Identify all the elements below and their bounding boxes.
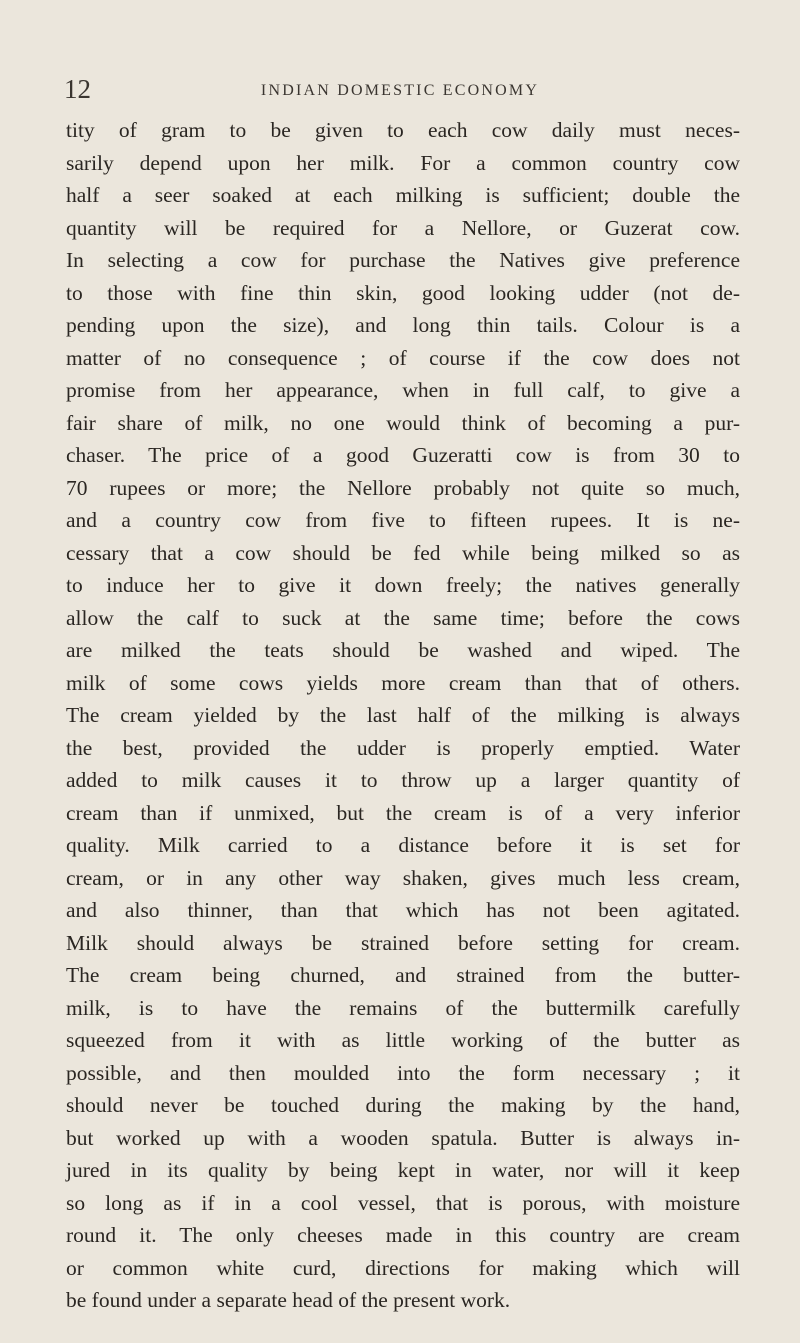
- text-line: and also thinner, than that which has not been agitated.: [66, 898, 740, 922]
- text-line: are milked the teats should be washed and wiped. The: [66, 638, 740, 662]
- text-line: be found under a separate head of the present work.: [66, 1288, 511, 1312]
- text-line: quality. Milk carried to a distance before it is set for: [66, 833, 740, 857]
- text-line: added to milk causes it to throw up a larger quantity of: [66, 768, 740, 792]
- text-line: possible, and then moulded into the form necessary ; it: [66, 1060, 740, 1085]
- text-line: allow the calf to suck at the same time; before the cows: [66, 605, 740, 630]
- body-text: [66, 114, 740, 1317]
- text-line: Milk should always be strained before setting for cream.: [66, 930, 740, 955]
- text-line: jured in its quality by being kept in water, nor will it keep: [66, 1158, 740, 1182]
- text-line: In selecting a cow for purchase the Natives give preference: [66, 248, 740, 272]
- text-line: milk, is to have the remains of the buttermilk carefully: [66, 995, 740, 1020]
- running-head: INDIAN DOMESTIC ECONOMY: [260, 82, 540, 99]
- text-line: tity of gram to be given to each cow daily must neces-: [66, 118, 740, 142]
- text-line: matter of no consequence ; of course if the cow does not: [66, 345, 740, 370]
- text-line: cream, or in any other way shaken, gives much less cream,: [66, 865, 740, 890]
- text-line: The cream yielded by the last half of the milking is always: [66, 703, 740, 727]
- text-line: the best, provided the udder is properly emptied. Water: [66, 735, 740, 760]
- text-line: or common white curd, directions for making which will: [66, 1255, 740, 1280]
- text-line: promise from her appearance, when in full calf, to give a: [66, 378, 740, 402]
- text-line: cream than if unmixed, but the cream is of a very inferior: [66, 800, 740, 825]
- text-line: quantity will be required for a Nellore, or Guzerat cow.: [66, 215, 740, 240]
- text-line: so long as if in a cool vessel, that is porous, with moisture: [66, 1190, 740, 1215]
- text-line: to those with fine thin skin, good looking udder (not de-: [66, 280, 740, 305]
- text-line: chaser. The price of a good Guzeratti cow is from 30 to: [66, 443, 740, 467]
- text-line: squeezed from it with as little working of the butter as: [66, 1028, 740, 1052]
- text-line: The cream being churned, and strained from the butter-: [66, 963, 740, 987]
- text-line: 70 rupees or more; the Nellore probably not quite so much,: [66, 475, 740, 500]
- page-number: 12: [64, 74, 91, 104]
- text-line: pending upon the size), and long thin tails. Colour is a: [66, 313, 740, 337]
- text-line: sarily depend upon her milk. For a common country cow: [66, 150, 740, 175]
- text-line: but worked up with a wooden spatula. Butter is always in-: [66, 1125, 740, 1150]
- text-line: milk of some cows yields more cream than that of others.: [66, 670, 740, 695]
- text-line: to induce her to give it down freely; the natives generally: [66, 573, 740, 597]
- text-line: and a country cow from five to fifteen rupees. It is ne-: [66, 508, 740, 532]
- text-line: fair share of milk, no one would think of becoming a pur-: [66, 410, 740, 435]
- text-line: round it. The only cheeses made in this country are cream: [66, 1223, 740, 1247]
- text-line: should never be touched during the making by the hand,: [66, 1093, 740, 1117]
- text-line: half a seer soaked at each milking is sufficient; double the: [66, 183, 740, 207]
- text-line: cessary that a cow should be fed while being milked so as: [66, 540, 740, 565]
